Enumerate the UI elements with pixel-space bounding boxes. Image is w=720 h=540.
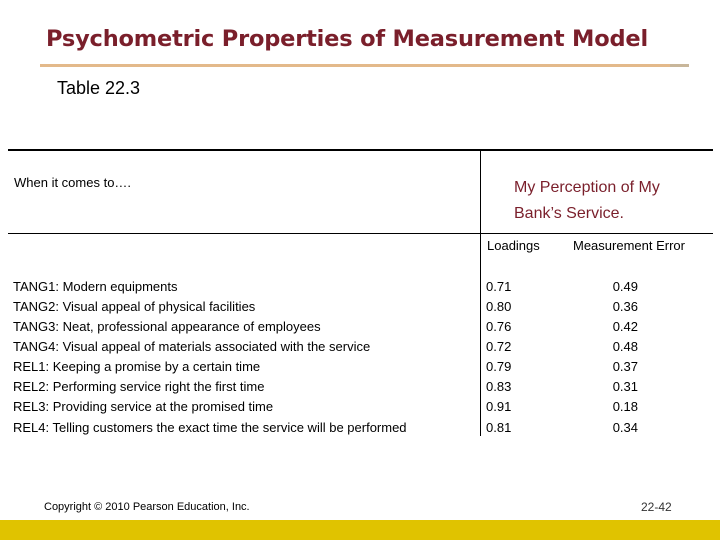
slide-title: Psychometric Properties of Measurement Model [46,26,648,52]
table-row [0,339,720,359]
table-caption: Table 22.3 [57,78,141,98]
row-error-value: 0.31 [612,379,638,394]
table-row [0,279,720,299]
table-stem-label: When it comes to…. [14,175,132,190]
row-loading-value: 0.81 [486,420,512,435]
row-item-label: TANG4: Visual appeal of materials associated with the service [13,339,371,354]
row-error-value: 0.37 [612,359,638,374]
row-error-value: 0.49 [612,279,638,294]
table-row [0,299,720,319]
table-row [0,359,720,379]
table-top-border [8,149,713,151]
title-underline [40,64,672,67]
row-item-label: TANG2: Visual appeal of physical facilities [13,299,256,314]
row-loading-value: 0.72 [486,339,512,354]
copyright-notice: Copyright © 2010 Pearson Education, Inc. [44,501,250,513]
column-header-measurement-error: Measurement Error [573,238,685,253]
row-error-value: 0.36 [612,299,638,314]
title-underline-end [670,64,689,67]
perception-header: My Perception of My Bank’s Service. [514,179,660,222]
row-loading-value: 0.83 [486,379,512,394]
row-item-label: REL4: Telling customers the exact time the service will be performed [13,420,407,435]
column-header-loadings: Loadings [487,238,540,253]
row-item-label: REL1: Keeping a promise by a certain time [13,359,261,374]
row-loading-value: 0.79 [486,359,512,374]
table-header-divider [8,233,713,234]
table-row [0,379,720,399]
row-loading-value: 0.80 [486,299,512,314]
row-item-label: REL2: Performing service right the first time [13,379,265,394]
row-error-value: 0.34 [612,420,638,435]
row-item-label: REL3: Providing service at the promised time [13,399,274,414]
row-error-value: 0.18 [612,399,638,414]
row-loading-value: 0.91 [486,399,512,414]
row-item-label: TANG3: Neat, professional appearance of employees [13,319,321,334]
row-error-value: 0.48 [612,339,638,354]
table-row [0,319,720,339]
table-row [0,399,720,419]
row-loading-value: 0.71 [486,279,512,294]
footer-bar [0,520,720,540]
row-loading-value: 0.76 [486,319,512,334]
row-item-label: TANG1: Modern equipments [13,279,178,294]
row-error-value: 0.42 [612,319,638,334]
page-number: 22-42 [641,500,672,514]
table-row [0,420,720,440]
